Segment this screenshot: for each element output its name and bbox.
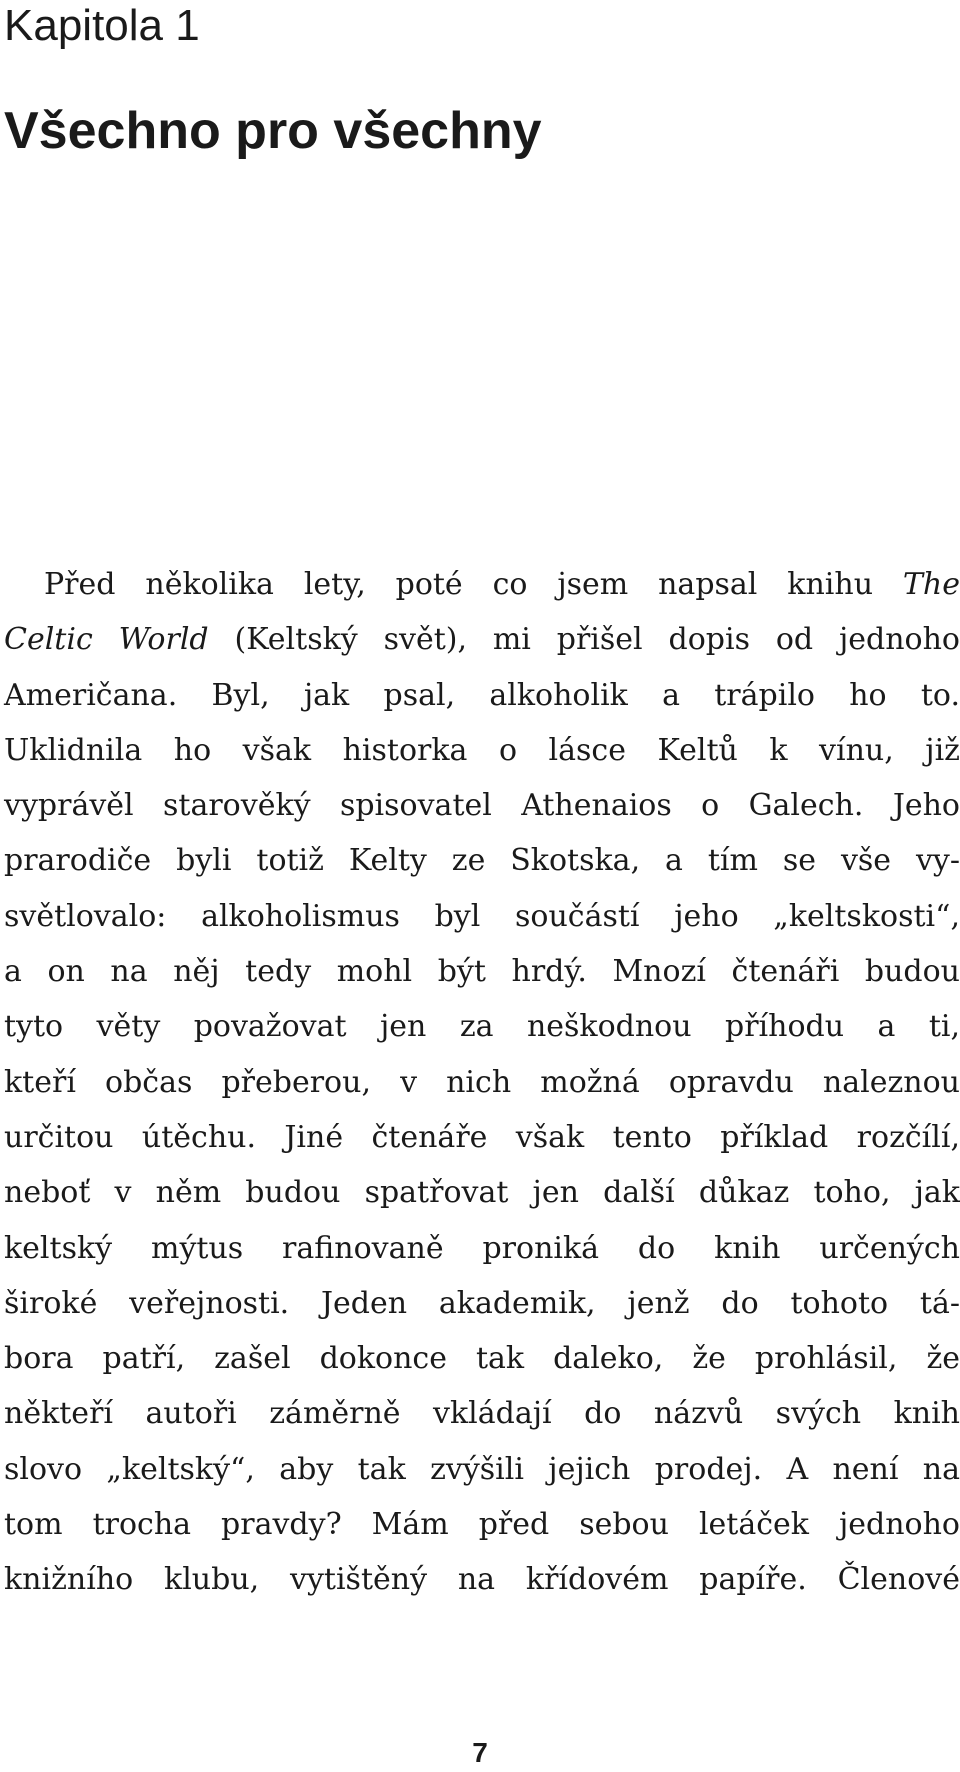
body-paragraph (4, 557, 960, 1608)
text-segment: (Keltský svět), mi přišel dopis od jednoho (208, 622, 960, 658)
text-line: Američana. Byl, jak psal, alkoholik a trápilo ho to. (4, 677, 960, 713)
text-line: tyto věty považovat jen za neškodnou příhodu a ti, (4, 1009, 960, 1045)
text-line: Uklidnila ho však historka o lásce Keltů k vínu, již (4, 732, 960, 768)
text-line (4, 557, 960, 612)
text-line: a on na něj tedy mohl být hrdý. Mnozí čtenáři budou (4, 954, 960, 990)
text-line: kteří občas přeberou, v nich možná opravdu naleznou (4, 1064, 960, 1100)
text-line: bora patří, zašel dokonce tak daleko, že prohlásil, že (4, 1341, 960, 1377)
text-line: vyprávěl starověký spisovatel Athenaios o Galech. Jeho (4, 788, 960, 824)
text-line (4, 612, 960, 667)
text-line: slovo „keltský“, aby tak zvýšili jejich prodej. A není na (4, 1451, 960, 1487)
chapter-label: Kapitola 1 (4, 1, 200, 50)
text-line: široké veřejnosti. Jeden akademik, jenž do tohoto tá- (4, 1285, 960, 1321)
text-line: keltský mýtus rafinovaně proniká do knih určených (4, 1230, 960, 1266)
text-line: knižního klubu, vytištěný na křídovém papíře. Členové (4, 1562, 960, 1598)
book-title-italic: The (902, 567, 960, 602)
text-line: prarodiče byli totiž Kelty ze Skotska, a tím se vše vy- (4, 843, 960, 879)
text-line: světlovalo: alkoholismus byl součástí jeho „keltskosti“, (4, 898, 960, 934)
chapter-title: Všechno pro všechny (4, 102, 542, 160)
page-number: 7 (472, 1737, 488, 1768)
text-line: neboť v něm budou spatřovat jen další důkaz toho, jak (4, 1175, 960, 1211)
text-line: tom trocha pravdy? Mám před sebou letáček jednoho (4, 1507, 960, 1543)
text-line: někteří autoři záměrně vkládají do názvů svých knih (4, 1396, 960, 1432)
text-line: určitou útěchu. Jiné čtenáře však tento příklad rozčílí, (4, 1119, 960, 1155)
book-title-italic: Celtic World (4, 622, 209, 658)
text-segment: Před několika lety, poté co jsem napsal knihu (44, 567, 903, 602)
